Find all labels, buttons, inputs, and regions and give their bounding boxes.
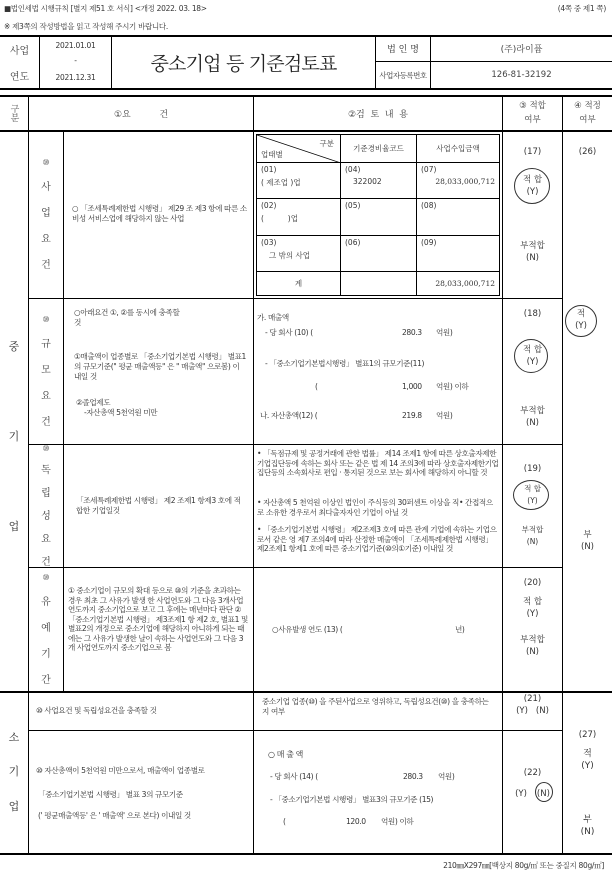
unit-label: 억원) bbox=[436, 411, 453, 420]
fit-options-21 bbox=[503, 706, 562, 716]
selected-circle-icon bbox=[535, 782, 553, 802]
review-sales-company-label: - 당 회사 (10) ( bbox=[265, 328, 313, 337]
table-total-row: 계 28,033,000,712 bbox=[257, 271, 500, 295]
fit-options-22 bbox=[503, 789, 562, 799]
period-end: 2021.12.31 bbox=[55, 72, 96, 82]
fit-code-18: (18) bbox=[523, 309, 542, 319]
review-sales-standard-label: - 「중소기업기본법시행령」 별표1의 규모기준(11) bbox=[265, 359, 425, 368]
fit-code-17: (17) bbox=[523, 147, 542, 157]
review-sales-company-value: 280.3 bbox=[402, 328, 422, 337]
table-row: (02) ( )업 (05) (08) bbox=[257, 199, 500, 235]
fit-yes-option[interactable]: 적 합 (Y) bbox=[522, 345, 543, 367]
fit-yes-option[interactable]: 적 합 (Y) bbox=[522, 597, 543, 619]
proper-code-26: (26) bbox=[578, 147, 597, 157]
corp-name-label: 법 인 명 bbox=[387, 45, 419, 55]
period-separator: - bbox=[74, 55, 77, 65]
paper-spec: 210㎜X297㎜[백상지 80g/㎡ 또는 중질지 80g/㎡] bbox=[443, 861, 604, 870]
fit-no-option[interactable]: (N) bbox=[535, 706, 549, 716]
independence-review-1: • 「독점규제 및 공정거래에 관한 법률」 제14 조제1 항에 따른 상호출자제한기업집단등에 속하는 회사 또는 같은 법 제 14 조의3에 따라 상호출자제한기업집단등의 소속회사로 편입 · 통지된 것으로 보는 회사에 해당하지 아니할 것 bbox=[257, 449, 499, 477]
review-assets-label: 나. 자산총액(12) ( bbox=[260, 411, 318, 420]
grace-year-label: ○사유발생 연도 (13) ( bbox=[272, 625, 343, 634]
unit-label: 억원) 이하 bbox=[436, 382, 469, 391]
small-row1-review: 중소기업 업종(⑩) 을 주된사업으로 영위하고, 독립성요건(⑩) 을 충족하는지 여부 bbox=[262, 697, 489, 716]
proper-no-option[interactable]: 부 (N) bbox=[581, 530, 594, 552]
period-start: 2021.01.01 bbox=[55, 40, 96, 50]
fit-code-20: (20) bbox=[523, 578, 542, 588]
biz-reg-value: 126-81-32192 bbox=[491, 70, 552, 80]
section-label-small: 소 기 업 bbox=[8, 731, 20, 813]
proper-yes-option[interactable]: 적 (Y) bbox=[575, 309, 587, 331]
row-label-scale: ⑩ 규 모 요 건 bbox=[41, 315, 51, 428]
independence-requirement-text: 「조세특례제한법 시행령」 제2 조제1 항제3 호에 적합한 기업일것 bbox=[76, 496, 241, 515]
header-review: ②검 토 내 용 bbox=[347, 109, 408, 120]
fit-code-22: (22) bbox=[523, 768, 542, 778]
fit-code-21: (21) bbox=[523, 694, 542, 704]
fit-no-option[interactable]: 부적합 (N) bbox=[520, 406, 545, 428]
small-row2-req-1: ⑩ 자산총액이 5천억원 미만으로서, 매출액이 업종별로 bbox=[36, 766, 205, 775]
scale-req-graduation: ②졸업제도 bbox=[76, 398, 111, 407]
business-requirement-text: ○ 「조세특례제한법 시행령」 제29 조 제3 항에 따른 소비성 서비스업에 해당하지 않는 사업 bbox=[72, 204, 247, 223]
header-category: 구분 bbox=[8, 104, 19, 122]
table-row: (03) 그 밖의 사업 (06) (09) bbox=[257, 235, 500, 271]
page-title: 중소기업 등 기준검토표 bbox=[150, 52, 337, 75]
table-header-code: 기준경비율코드 bbox=[341, 135, 417, 163]
fit-no-option[interactable]: (N) bbox=[536, 789, 550, 799]
proper-yes-option[interactable]: 적 (Y) bbox=[581, 749, 594, 771]
fit-yes-option[interactable]: (Y) bbox=[516, 706, 528, 716]
small-row2-req-3: (' 평균매출액등' 은 ' 매출액' 으로 본다) 이내일 것 bbox=[38, 811, 191, 820]
scale-req-sales: ①매출액이 업종별로 「중소기업기본법 시행령」 별표1의 규모기준(" 평균 매출액등" 은 " 매출액" 으로봄) 이내일 것 bbox=[74, 352, 246, 381]
table-header-amount: 사업수입금액 bbox=[417, 135, 500, 163]
page-indicator: (4쪽 중 제1 쪽) bbox=[557, 4, 606, 13]
instruction-note: ※ 제3쪽의 작성방법을 읽고 작성해 주시기 바랍니다. bbox=[4, 22, 168, 31]
grace-requirement-text: ① 중소기업이 규모의 확대 등으로 ⑩의 기준을 초과하는 경우 최초 그 사유가 발생 한 사업연도와 그 다음 3개사업연도까지 중소기업으로 보고 그 후에는 매년마다 판단 ② 「중소기업기본법 시행령」 제3조제1 항 제2 호, 별표1 및 별표2의 개정으로 중소기업에 해당하지 아니하게 되는 때에는 그 사유가 발생한 날이 속하는 사업연도와 그 다음 3개 사업연도까지 중소기업으로 봄 bbox=[68, 586, 248, 652]
period-label-2: 연도 bbox=[9, 71, 30, 83]
small-review-standard-label: - 「중소기업기본법 시행령」 별표3의 규모기준 (15) bbox=[270, 795, 434, 804]
biz-reg-label: 사업자등록번호 bbox=[379, 70, 427, 80]
table-header-diagonal: 구분 업태별 bbox=[257, 135, 341, 163]
small-row1-requirement: ⑩ 사업요건 및 독립성요건을 충족할 것 bbox=[36, 706, 157, 715]
scale-req-intro: ○아래요건 ①, ②를 동시에 충족할 것 bbox=[74, 308, 180, 327]
review-sales-standard-value: 1,000 bbox=[402, 382, 422, 391]
scale-req-assets: -자산총액 5천억원 미만 bbox=[84, 408, 158, 417]
unit-label: 억원) 이하 bbox=[381, 817, 414, 826]
small-review-company-value: 280.3 bbox=[403, 772, 423, 781]
fit-yes-option[interactable]: 적 합 (Y) bbox=[524, 484, 541, 505]
grace-year-input[interactable]: 년) bbox=[455, 625, 465, 634]
row-label-business: ⑩ 사 업 요 건 bbox=[41, 158, 51, 271]
independence-review-3: • 「중소기업기본법 시행령」 제2조제3 호에 따른 관계 기업에 속하는 기업으로서 같은 영 제7 조의4에 따라 산정한 매출액이 「조세특례제한법 시행령」 제2조제1 항제1 호에 따른 중소기업기준(⑩의①기준) 이내일 것 bbox=[257, 525, 497, 553]
small-review-standard-value: 120.0 bbox=[346, 817, 366, 826]
paren-open: ( bbox=[283, 817, 286, 826]
row-label-grace: ⑩ 유 예 기 간 bbox=[41, 573, 51, 686]
section-label-sme: 중 기 업 bbox=[8, 340, 20, 533]
paren-open: ( bbox=[315, 382, 318, 391]
header-fit: ③ 적합 여부 bbox=[519, 101, 546, 125]
proper-no-option[interactable]: 부 (N) bbox=[580, 815, 595, 837]
review-sales-heading: 가. 매출액 bbox=[257, 313, 289, 322]
small-row2-req-2: 「중소기업기본법 시행령」 별표 3의 규모기준 bbox=[38, 790, 183, 799]
unit-label: 억원) bbox=[436, 328, 453, 337]
fit-code-19: (19) bbox=[523, 464, 542, 474]
unit-label: 억원) bbox=[438, 772, 455, 781]
small-review-company-label: - 당 회사 (14) ( bbox=[270, 772, 318, 781]
fit-no-option[interactable]: 부적합 (N) bbox=[520, 635, 545, 657]
fit-yes-option[interactable]: (Y) bbox=[515, 789, 527, 799]
header-requirement: ①요 건 bbox=[113, 109, 169, 120]
small-review-sales-heading: ○ 매 출 액 bbox=[268, 750, 303, 759]
fit-yes-option[interactable]: 적 합 (Y) bbox=[522, 175, 543, 197]
corp-name-value: (주)라이퓸 bbox=[500, 45, 543, 55]
business-type-table bbox=[256, 134, 500, 296]
legal-reference: ■법인세법 시행규칙 [별지 제51 호 서식] <개정 2022. 03. 18> bbox=[4, 4, 207, 13]
period-label-1: 사업 bbox=[9, 45, 30, 57]
table-row: (01) ( 제조업 )업 (04) 322002 (07) 28,033,000,712 bbox=[257, 163, 500, 199]
header-proper: ④ 적정 여부 bbox=[574, 101, 601, 125]
review-assets-value: 219.8 bbox=[402, 411, 422, 420]
independence-review-2: • 자산총액 5 천억원 이상인 법인이 주식등의 30퍼센트 이상을 직• 간접적으로 소유한 경우로서 최다출자자인 기업이 아닐 것 bbox=[257, 498, 493, 517]
row-label-independence: ⑩ 독 립 성 요 건 bbox=[41, 444, 51, 568]
proper-code-27: (27) bbox=[578, 730, 597, 740]
fit-no-option[interactable]: 부적합 (N) bbox=[520, 241, 545, 263]
fit-no-option[interactable]: 부적합 (N) bbox=[521, 525, 544, 546]
